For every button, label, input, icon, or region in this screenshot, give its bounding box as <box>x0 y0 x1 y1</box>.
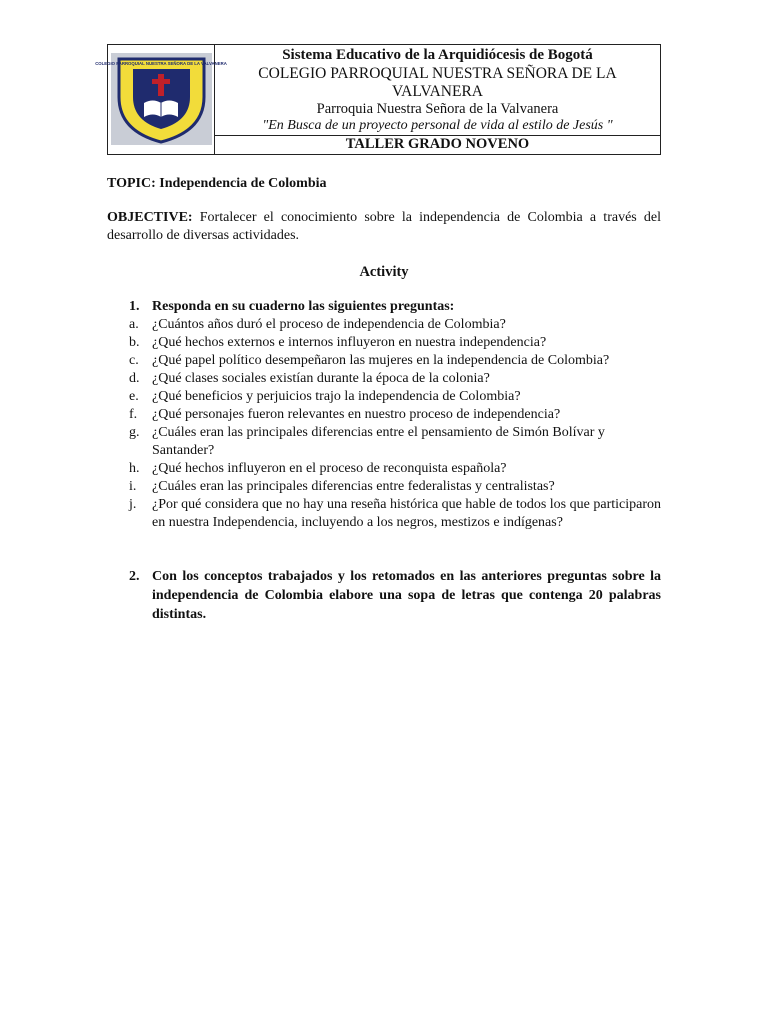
item-text: ¿Qué clases sociales existían durante la época de la colonia? <box>152 371 490 386</box>
question-1-list <box>107 316 661 532</box>
question-1-number: 1. <box>129 299 140 314</box>
item-letter: c. <box>129 353 139 368</box>
item-text: ¿Qué hechos influyeron en el proceso de reconquista española? <box>152 461 507 476</box>
header-table <box>95 44 661 155</box>
list-item <box>107 316 661 334</box>
logo-cell <box>95 45 227 154</box>
item-text: ¿Qué hechos externos e internos influyeron en nuestra independencia? <box>152 335 547 350</box>
question-2 <box>107 567 661 624</box>
item-text: ¿Cuáles eran las principales diferencias entre federalistas y centralistas? <box>152 479 555 494</box>
parish-name: Parroquia Nuestra Señora de la Valvanera <box>316 101 559 117</box>
item-text: ¿Qué beneficios y perjuicios trajo la independencia de Colombia? <box>152 389 521 404</box>
list-item <box>107 460 661 478</box>
school-title-cell <box>215 45 660 136</box>
list-item <box>107 370 661 388</box>
item-letter: i. <box>129 479 137 494</box>
item-letter: d. <box>129 371 140 386</box>
item-text: ¿Cuáles eran las principales diferencias entre el pensamiento de Simón Bolívar y Santander? <box>152 425 605 458</box>
item-letter: j. <box>129 497 137 512</box>
item-letter: e. <box>129 389 139 404</box>
question-1-heading <box>107 299 454 315</box>
workshop-grade: TALLER GRADO NOVENO <box>345 136 530 152</box>
objective-label: OBJECTIVE: <box>107 210 193 225</box>
item-text: ¿Qué personajes fueron relevantes en nuestro proceso de independencia? <box>152 407 561 422</box>
topic-line <box>107 175 661 193</box>
item-text: ¿Qué papel político desempeñaron las mujeres en la independencia de Colombia? <box>152 353 610 368</box>
item-letter: g. <box>129 425 140 440</box>
list-item <box>107 496 661 532</box>
list-item <box>107 424 661 460</box>
topic-value: Independencia de Colombia <box>159 176 327 191</box>
item-letter: h. <box>129 461 140 476</box>
item-letter: a. <box>129 317 139 332</box>
school-name: COLEGIO PARROQUIAL NUESTRA SEÑORA DE LA VALVANERA <box>258 65 617 100</box>
item-letter: f. <box>129 407 138 422</box>
topic-label: TOPIC: <box>107 176 156 191</box>
activity-title: Activity <box>359 264 409 280</box>
school-motto: "En Busca de un proyecto personal de vida al estilo de Jesús " <box>262 118 613 133</box>
school-logo <box>95 53 227 145</box>
question-1-text: Responda en su cuaderno las siguientes preguntas: <box>152 299 455 314</box>
item-text: ¿Por qué considera que no hay una reseña histórica que hable de todos los que participaron en nuestra Independencia, incluyendo a los negros, mestizos e indígenas? <box>152 497 661 530</box>
list-item <box>107 478 661 496</box>
svg-text:COLEGIO PARROQUIAL NUESTRA SEÑ: COLEGIO PARROQUIAL NUESTRA SEÑORA DE LA VALVANERA <box>95 61 227 66</box>
list-item <box>107 334 661 352</box>
archdiocese-line: Sistema Educativo de la Arquidiócesis de Bogotá <box>282 47 593 63</box>
objective-paragraph <box>107 209 661 245</box>
item-text: ¿Cuántos años duró el proceso de independencia de Colombia? <box>152 317 506 332</box>
list-item <box>107 352 661 370</box>
item-letter: b. <box>129 335 140 350</box>
list-item <box>107 406 661 424</box>
question-2-text: Con los conceptos trabajados y los retomados en las anteriores preguntas sobre la independencia de Colombia elabore una sopa de letras que contenga 20 palabras distintas. <box>152 569 661 622</box>
question-2-number: 2. <box>129 569 140 584</box>
objective-text: Fortalecer el conocimiento sobre la independencia de Colombia a través del desarrollo de diversas actividades. <box>107 210 662 243</box>
list-item <box>107 388 661 406</box>
